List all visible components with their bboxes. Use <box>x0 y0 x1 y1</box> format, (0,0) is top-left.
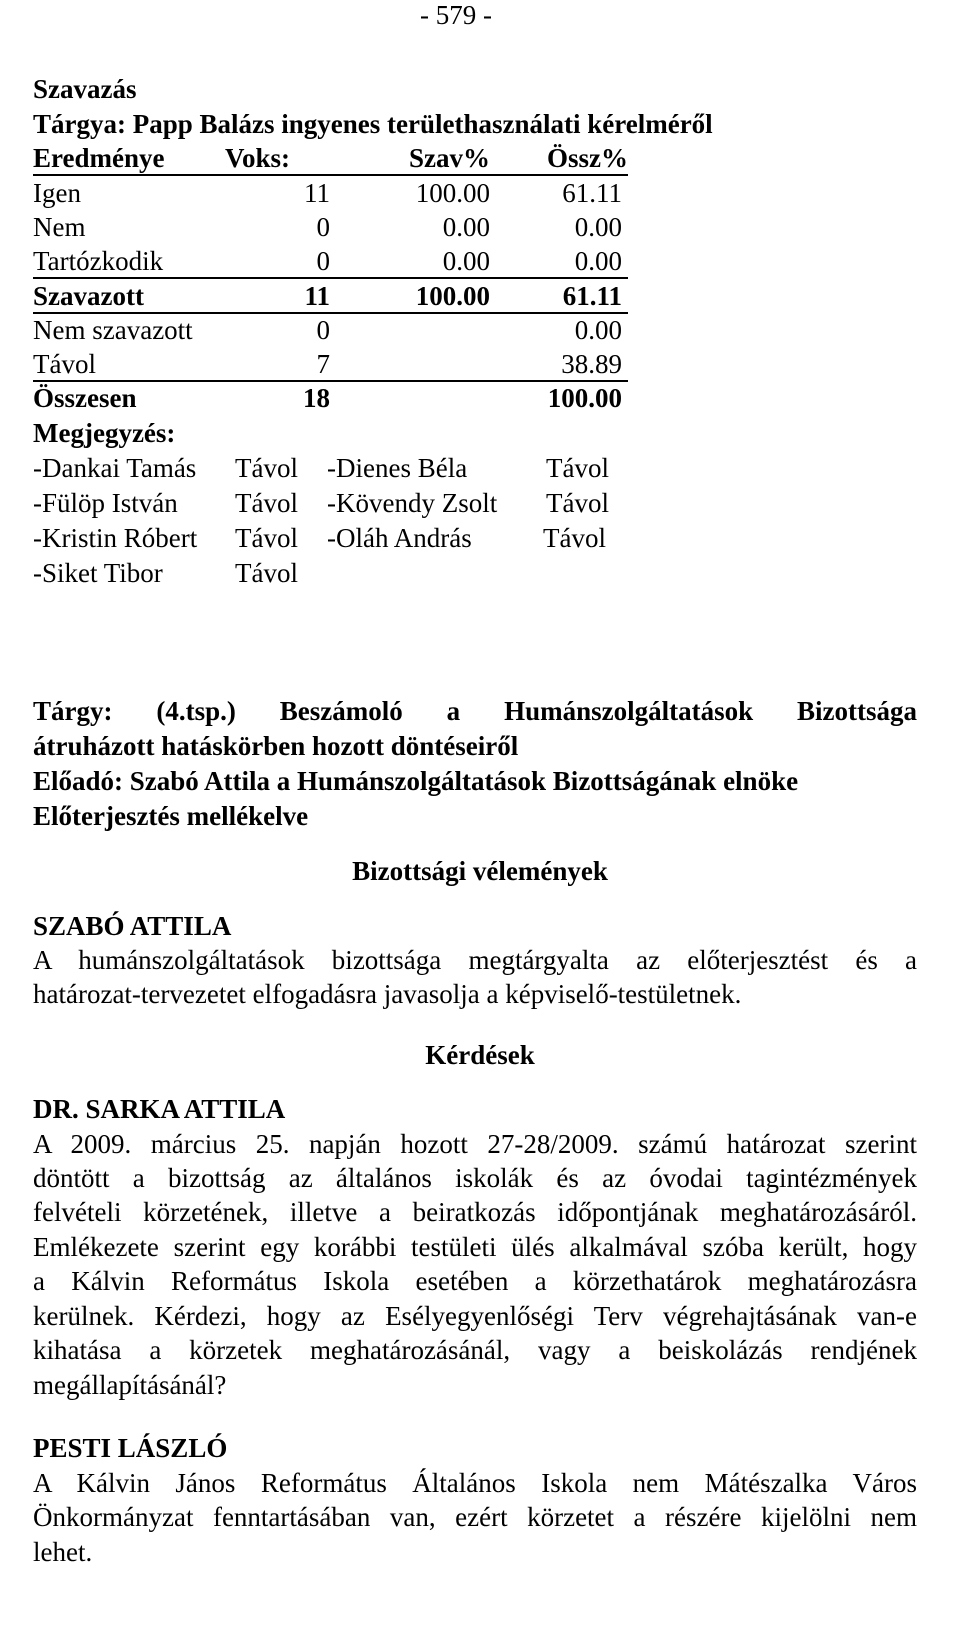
absent-member-name: -Dienes Béla <box>327 453 468 483</box>
note-heading: Megjegyzés: <box>33 418 176 448</box>
row-votes: 0 <box>316 212 330 242</box>
absent-member-status: Távol <box>235 558 298 588</box>
row-vote-pct: 100.00 <box>415 178 490 208</box>
row-label: Távol <box>33 349 96 379</box>
absent-member-name: -Kristin Róbert <box>33 523 198 553</box>
speech-line: határozat-tervezetet elfogadásra javasolja a képviselő-testületnek. <box>33 979 742 1009</box>
row-votes: 18 <box>303 383 330 413</box>
header-underline <box>33 174 628 176</box>
speech-line: A humánszolgáltatások bizottsága megtárgyalta az előterjesztést és a <box>33 945 917 975</box>
speech-line: lehet. <box>33 1537 93 1567</box>
agenda-presenter: Előadó: Szabó Attila a Humánszolgáltatások Bizottságának elnöke <box>33 766 799 796</box>
speech-line: megállapításánál? <box>33 1370 227 1400</box>
row-total-pct: 0.00 <box>574 246 622 276</box>
page-number: - 579 - <box>420 0 492 30</box>
row-label: Tartózkodik <box>33 246 164 276</box>
agenda-title: Tárgy: (4.tsp.) Beszámoló a Humánszolgáltatások Bizottsága <box>33 696 917 726</box>
row-votes: 11 <box>304 281 330 311</box>
row-votes: 0 <box>316 246 330 276</box>
absent-member-name: -Oláh András <box>327 523 472 553</box>
col-header-votes: Voks: <box>225 143 291 173</box>
speech-line: A 2009. március 25. napján hozott 27-28/2009. számú határozat szerint <box>33 1129 917 1159</box>
agenda-title-cont: átruházott hatáskörben hozott döntéseiről <box>33 731 519 761</box>
row-label: Összesen <box>33 383 137 413</box>
speech-line: a Kálvin Református Iskola esetében a körzethatárok meghatározásra <box>33 1266 917 1296</box>
absent-underline <box>33 380 628 382</box>
speaker-name: PESTI LÁSZLÓ <box>33 1433 228 1463</box>
col-header-vote-pct: Szav% <box>409 143 490 173</box>
absent-member-status: Távol <box>543 523 606 553</box>
questions-heading: Kérdések <box>425 1040 535 1070</box>
absent-member-status: Távol <box>235 523 298 553</box>
speech-line: Önkormányzat fenntartásában van, ezért körzetet a részére kijelölni nem <box>33 1502 917 1532</box>
vote-heading: Szavazás <box>33 74 137 104</box>
committee-heading: Bizottsági vélemények <box>352 856 608 886</box>
vote-subject: Tárgya: Papp Balázs ingyenes területhasználati kérelméről <box>33 109 713 139</box>
row-total-pct: 100.00 <box>547 383 622 413</box>
speech-line: A Kálvin János Református Általános Iskola nem Mátészalka Város <box>33 1468 917 1498</box>
row-vote-pct: 100.00 <box>415 281 490 311</box>
absent-member-status: Távol <box>546 488 609 518</box>
row-total-pct: 61.11 <box>562 178 622 208</box>
row-total-pct: 0.00 <box>574 212 622 242</box>
row-votes: 0 <box>316 315 330 345</box>
subtotal-underline <box>33 277 628 279</box>
absent-member-name: -Kövendy Zsolt <box>327 488 498 518</box>
speech-line: Emlékezete szerint egy korábbi testületi ülés alkalmával szóba került, hogy <box>33 1232 917 1262</box>
row-label: Igen <box>33 178 81 208</box>
speech-line: felvételi körzetének, illetve a beiratkozás időpontjának meghatározásáról. <box>33 1197 917 1227</box>
absent-member-name: -Fülöp István <box>33 488 178 518</box>
speaker-name: SZABÓ ATTILA <box>33 911 232 941</box>
row-vote-pct: 0.00 <box>442 246 490 276</box>
row-label: Nem <box>33 212 86 242</box>
absent-member-status: Távol <box>546 453 609 483</box>
speech-line: kerülnek. Kérdezi, hogy az Esélyegyenlőségi Terv végrehajtásának van-e <box>33 1301 917 1331</box>
row-total-pct: 38.89 <box>561 349 622 379</box>
speech-line: kihatása a körzetek meghatározásánál, vagy a beiskolázás rendjének <box>33 1335 917 1365</box>
col-header-total-pct: Össz% <box>547 143 628 173</box>
absent-member-name: -Dankai Tamás <box>33 453 197 483</box>
row-label: Nem szavazott <box>33 315 193 345</box>
speaker-name: DR. SARKA ATTILA <box>33 1094 286 1124</box>
row-label: Szavazott <box>33 281 144 311</box>
row-vote-pct: 0.00 <box>442 212 490 242</box>
voted-underline <box>33 312 628 314</box>
absent-member-status: Távol <box>235 453 298 483</box>
col-header-result: Eredménye <box>33 143 165 173</box>
row-votes: 7 <box>316 349 330 379</box>
speech-line: döntött a bizottság az általános iskolák és az óvodai tagintézmények <box>33 1163 917 1193</box>
agenda-attachment: Előterjesztés mellékelve <box>33 801 309 831</box>
absent-member-name: -Siket Tibor <box>33 558 163 588</box>
absent-member-status: Távol <box>235 488 298 518</box>
row-total-pct: 0.00 <box>574 315 622 345</box>
row-total-pct: 61.11 <box>562 281 622 311</box>
row-votes: 11 <box>304 178 330 208</box>
